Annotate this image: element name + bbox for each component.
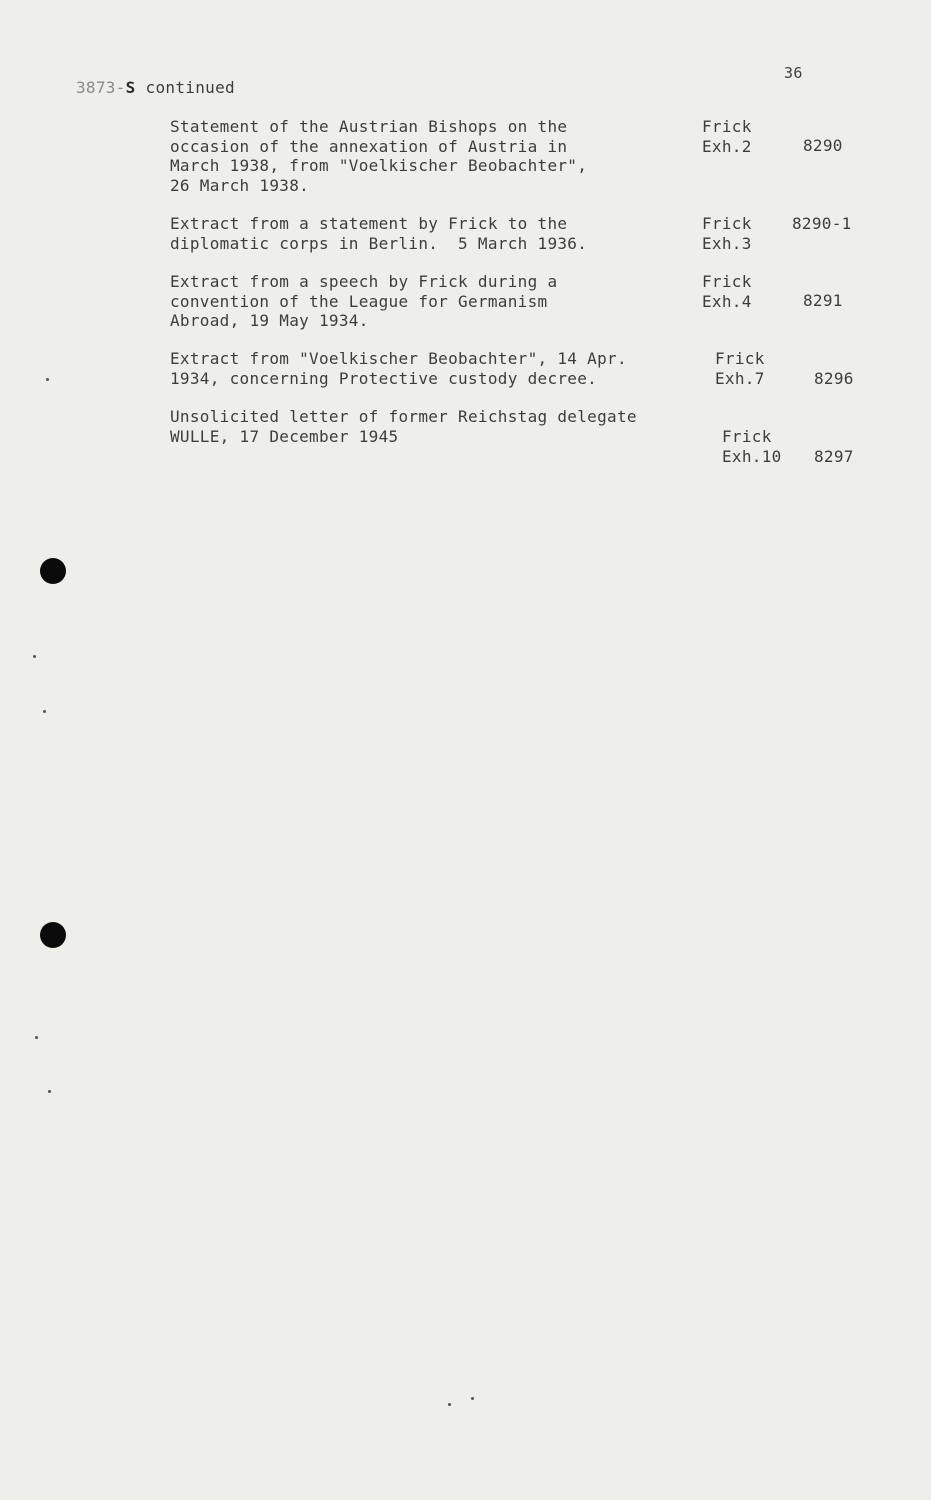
entry-3-line-2: convention of the League for Germanism (170, 291, 548, 311)
entry-3-description (170, 272, 557, 331)
paper-speck (46, 378, 49, 381)
entry-1-exhibit-name: Frick (702, 117, 752, 136)
entry-4-page: 8296 (814, 369, 854, 388)
entry-2-line-1: Extract from a statement by Frick to the (170, 214, 568, 233)
paper-speck (48, 1090, 51, 1093)
entry-2-description (170, 214, 587, 253)
entry-3-exhibit-number: Exh.4 (702, 291, 752, 311)
entry-2-page: 8290-1 (792, 214, 852, 233)
entry-5-exhibit-name: Frick (722, 427, 772, 446)
paper-speck (448, 1403, 451, 1406)
entry-4-line-1: Extract from "Voelkischer Beobachter", 14 Apr. (170, 349, 627, 368)
document-header (76, 78, 235, 98)
entry-1-line-2: occasion of the annexation of Austria in (170, 136, 568, 156)
entry-3-line-1: Extract from a speech by Frick during a (170, 272, 558, 291)
document-code-suffix: S (125, 78, 136, 97)
entry-2-line-2: diplomatic corps in Berlin. 5 March 1936. (170, 233, 588, 253)
entry-3-page: 8291 (803, 291, 843, 310)
entry-4-line-2: 1934, concerning Protective custody decree. (170, 368, 598, 388)
entry-4-exhibit-number: Exh.7 (715, 368, 765, 388)
entry-5-exhibit-number: Exh.10 (722, 446, 782, 466)
entry-1-line-1: Statement of the Austrian Bishops on the (170, 117, 568, 136)
entry-3-exhibit-name: Frick (702, 272, 752, 291)
paper-speck (43, 710, 46, 713)
entry-5-description (170, 407, 637, 446)
entry-3-exhibit (702, 272, 752, 311)
document-code: 3873- (76, 78, 126, 97)
paper-speck (33, 655, 36, 658)
entry-5-exhibit (722, 427, 782, 466)
entry-2-exhibit-number: Exh.3 (702, 233, 752, 253)
paper-speck (471, 1397, 474, 1400)
entry-5-line-1: Unsolicited letter of former Reichstag delegate (170, 407, 637, 426)
entry-2-exhibit (702, 214, 752, 253)
entry-4-description (170, 349, 627, 388)
paper-speck (35, 1036, 38, 1039)
entry-3-line-3: Abroad, 19 May 1934. (170, 311, 369, 330)
entry-1-line-3: March 1938, from "Voelkischer Beobachter", (170, 156, 588, 175)
entry-4-exhibit (715, 349, 765, 388)
entry-1-page: 8290 (803, 136, 843, 155)
entry-1-exhibit-number: Exh.2 (702, 136, 752, 156)
page-number: 36 (784, 64, 803, 82)
entry-5-page: 8297 (814, 447, 854, 466)
entry-1-line-4: 26 March 1938. (170, 175, 310, 195)
entry-1-exhibit (702, 117, 752, 156)
punch-hole-bottom (40, 922, 66, 948)
entry-1-description (170, 117, 587, 195)
entry-2-exhibit-name: Frick (702, 214, 752, 233)
punch-hole-top (40, 558, 66, 584)
continued-label: continued (145, 78, 235, 97)
entry-5-line-2: WULLE, 17 December 1945 (170, 426, 399, 446)
entry-4-exhibit-name: Frick (715, 349, 765, 368)
